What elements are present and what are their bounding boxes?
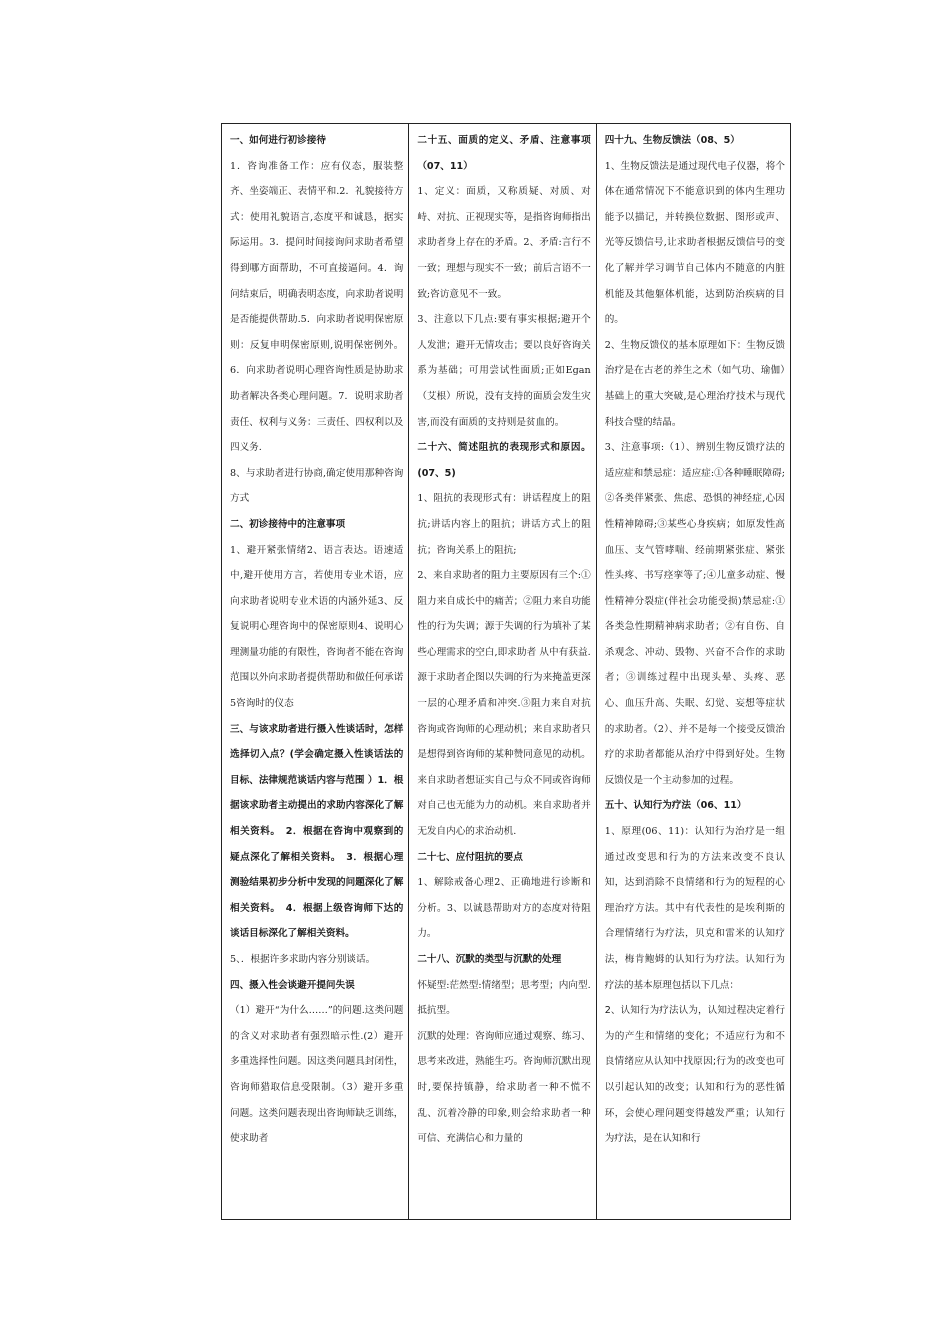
middle-column: [408, 124, 595, 1219]
paragraph: 1、定义：面质，又称质疑、对质、对峙、对抗、正视现实等，是指咨询师指出求助者身上存在的矛盾。2、矛盾:言行不一致；理想与现实不一致；前后言语不一致;咨访意见不一致。: [417, 186, 591, 300]
paragraph: 1、解除戒备心理2、正确地进行诊断和分析。3、以诚恳帮助对方的态度对待阻力。: [417, 877, 591, 940]
three-column-document: [221, 123, 791, 1220]
paragraph: 5、．根据许多求助内容分别谈话。: [230, 954, 376, 965]
section-heading: 四十九、生物反馈法（08、5）: [604, 135, 740, 146]
paragraph: 2、生物反馈仪的基本原理如下：生物反馈治疗是在古老的养生之术（如气功、瑜伽）基础上的重大突破,是心理治疗技术与现代科技合璧的结晶。: [604, 339, 785, 428]
section-heading: 二十五、面质的定义、矛盾、注意事项（07、11）: [417, 135, 591, 172]
section-heading: 二十七、应付阻抗的要点: [417, 851, 523, 863]
section-heading: 五十、认知行为疗法（06、11）: [604, 800, 747, 812]
paragraph: 沉默的处理：咨询师应通过观察、练习、思考来改进，熟能生巧。咨询师沉默出现时,要保持镇静，给求助者一种不慌不乱、沉着冷静的印象,则会给求助者一种可信、充满信心和力量的: [417, 1030, 591, 1145]
paragraph: 1、生物反馈法是通过现代电子仪器，将个体在通常情况下不能意识到的体内生理功能予以描记，并转换位数据、图形或声、光等反馈信号,让求助者根据反馈信号的变化了解并学习调节自己体内不随意的内脏机能及其他躯体机能，达到防治疾病的目的。: [604, 160, 785, 326]
paragraph: 1、避开紧张情绪2、语言表达。语速适中,避开使用方言，若使用专业术语，应向求助者说明专业术语的内涵外延3、反复说明心理咨询中的保密原则4、说明心理测量功能的有限性，咨询者不能在咨询范围以外向求助者提供帮助和做任何承诺5咨询时的仪态: [230, 544, 404, 710]
paragraph: 1．咨询准备工作：应有仪态，服装整齐、坐姿端正、表情平和.2．礼貌接待方式：使用礼貌语言,态度平和诚恳，据实际运用。3．提问时间接询问求助者希望得到哪方面帮助，不可直接逼问。4．询问结束后，明确表明态度，向求助者说明是否能提供帮助.5．向求助者说明保密原则：反复申明保密原则,说明保密例外。6．向求助者说明心理咨询性质是协助求助者解决各类心理问题。7．说明求助者责任、权利与义务：三责任、四权利以及四义务.: [230, 160, 404, 454]
section-heading: 二、初诊接待中的注意事项: [230, 518, 346, 530]
paragraph: 8、与求助者进行协商,确定使用那种咨询方式: [230, 467, 404, 505]
paragraph: 2、来自求助者的阻力主要原因有三个:①阻力来自成长中的痛苦；②阻力来自功能性的行为失调；源于失调的行为填补了某些心理需求的空白,即求助者 从中有获益.源于求助者企图以失调的行为来掩盖更深一层的心理矛盾和冲突.③阻力来自对抗咨询或咨询师的心理动机；来自求助者只是想得到咨询师的某种赞同意见的动机。来自求助者想证实自己与众不同或咨询师对自己也无能为力的动机。来自求助者并无发自内心的求治动机.: [417, 570, 591, 838]
paragraph: 3、注意事项:（1）、辨别生物反馈疗法的适应症和禁忌症：适应症:①各种睡眠障碍;②各类伴紧张、焦虑、恐惧的神经症,心因性精神障碍;③某些心身疾病；如原发性高血压、支气管哮喘、经前期紧张症、紧张性头疼、书写痉挛等了;④儿童多动症、慢性精神分裂症(伴社会功能受损)禁忌症:①各类急性期精神病求助者；②有自伤、自杀观念、冲动、毁物、兴奋不合作的求助者；③训练过程中出现头晕、头疼、恶心、血压升高、失眠、幻觉、妄想等症状的求助者。（2）、并不是每一个接受反馈治疗的求助者都能从治疗中得到好处。生物反馈仪是一个主动参加的过程。: [604, 442, 785, 786]
section-heading: 二十六、简述阻抗的表现形式和原因。(07、5): [417, 442, 591, 479]
right-column: [596, 124, 790, 1219]
paragraph: 怀疑型:茫然型:情绪型；思考型；内向型.抵抗型。: [417, 979, 591, 1017]
paragraph: 2、认知行为疗法认为，认知过程决定着行为的产生和情绪的变化；不适应行为和不良情绪应从认知中找原因;行为的改变也可以引起认知的改变；认知和行为的恶性循环，会使心理问题变得越发严重；认知行为疗法，是在认知和行: [604, 1005, 785, 1145]
left-column: [222, 124, 408, 1219]
paragraph: 1、原理(06、11)：认知行为治疗是一组通过改变思和行为的方法来改变不良认知，达到消除不良情绪和行为的短程的心理治疗方法。其中有代表性的是埃利斯的合理情绪行为疗法，贝克和雷米的认知疗法，梅肯鲍姆的认知行为疗法。认知行为疗法的基本原理包括以下几点：: [604, 826, 785, 991]
section-heading: 四、摄入性会谈避开提问失误: [230, 979, 355, 991]
paragraph: 1、阻抗的表现形式有：讲话程度上的阻抗;讲话内容上的阻抗；讲话方式上的阻抗；咨询关系上的阻抗;: [417, 493, 591, 556]
paragraph: 3、注意以下几点:要有事实根据;避开个人发泄；避开无情攻击；要以良好咨询关系为基础；可用尝试性面质;正如Egan（艾根）所说，没有支持的面质会发生灾害,而没有面质的支持则是贫血的。: [417, 314, 591, 428]
section-heading: 三、与该求助者进行摄入性谈话时，怎样选择切入点？(学会确定摄入性谈话法的目标、法律规范谈话内容与范围 ）1．根据该求助者主动提出的求助内容深化了解相关资料。 2．根据在咨询中观察到的疑点深化了解相关资料。 3．根据心理测验结果初步分析中发现的问题深化了解相关资料。 4．根据上级咨询师下达的谈话目标深化了解相关资料。: [230, 723, 404, 940]
section-heading: 一、如何进行初诊接待: [230, 135, 326, 146]
section-heading: 二十八、沉默的类型与沉默的处理: [417, 954, 562, 965]
paragraph: （1）避开“为什么……”的问题.这类问题的含义对求助者有强烈暗示性.(2）避开多重选择性问题。因这类问题具封闭性，咨询师猎取信息受限制。（3）避开多重问题。这类问题表现出咨询师缺乏训练，使求助者: [230, 1005, 404, 1145]
